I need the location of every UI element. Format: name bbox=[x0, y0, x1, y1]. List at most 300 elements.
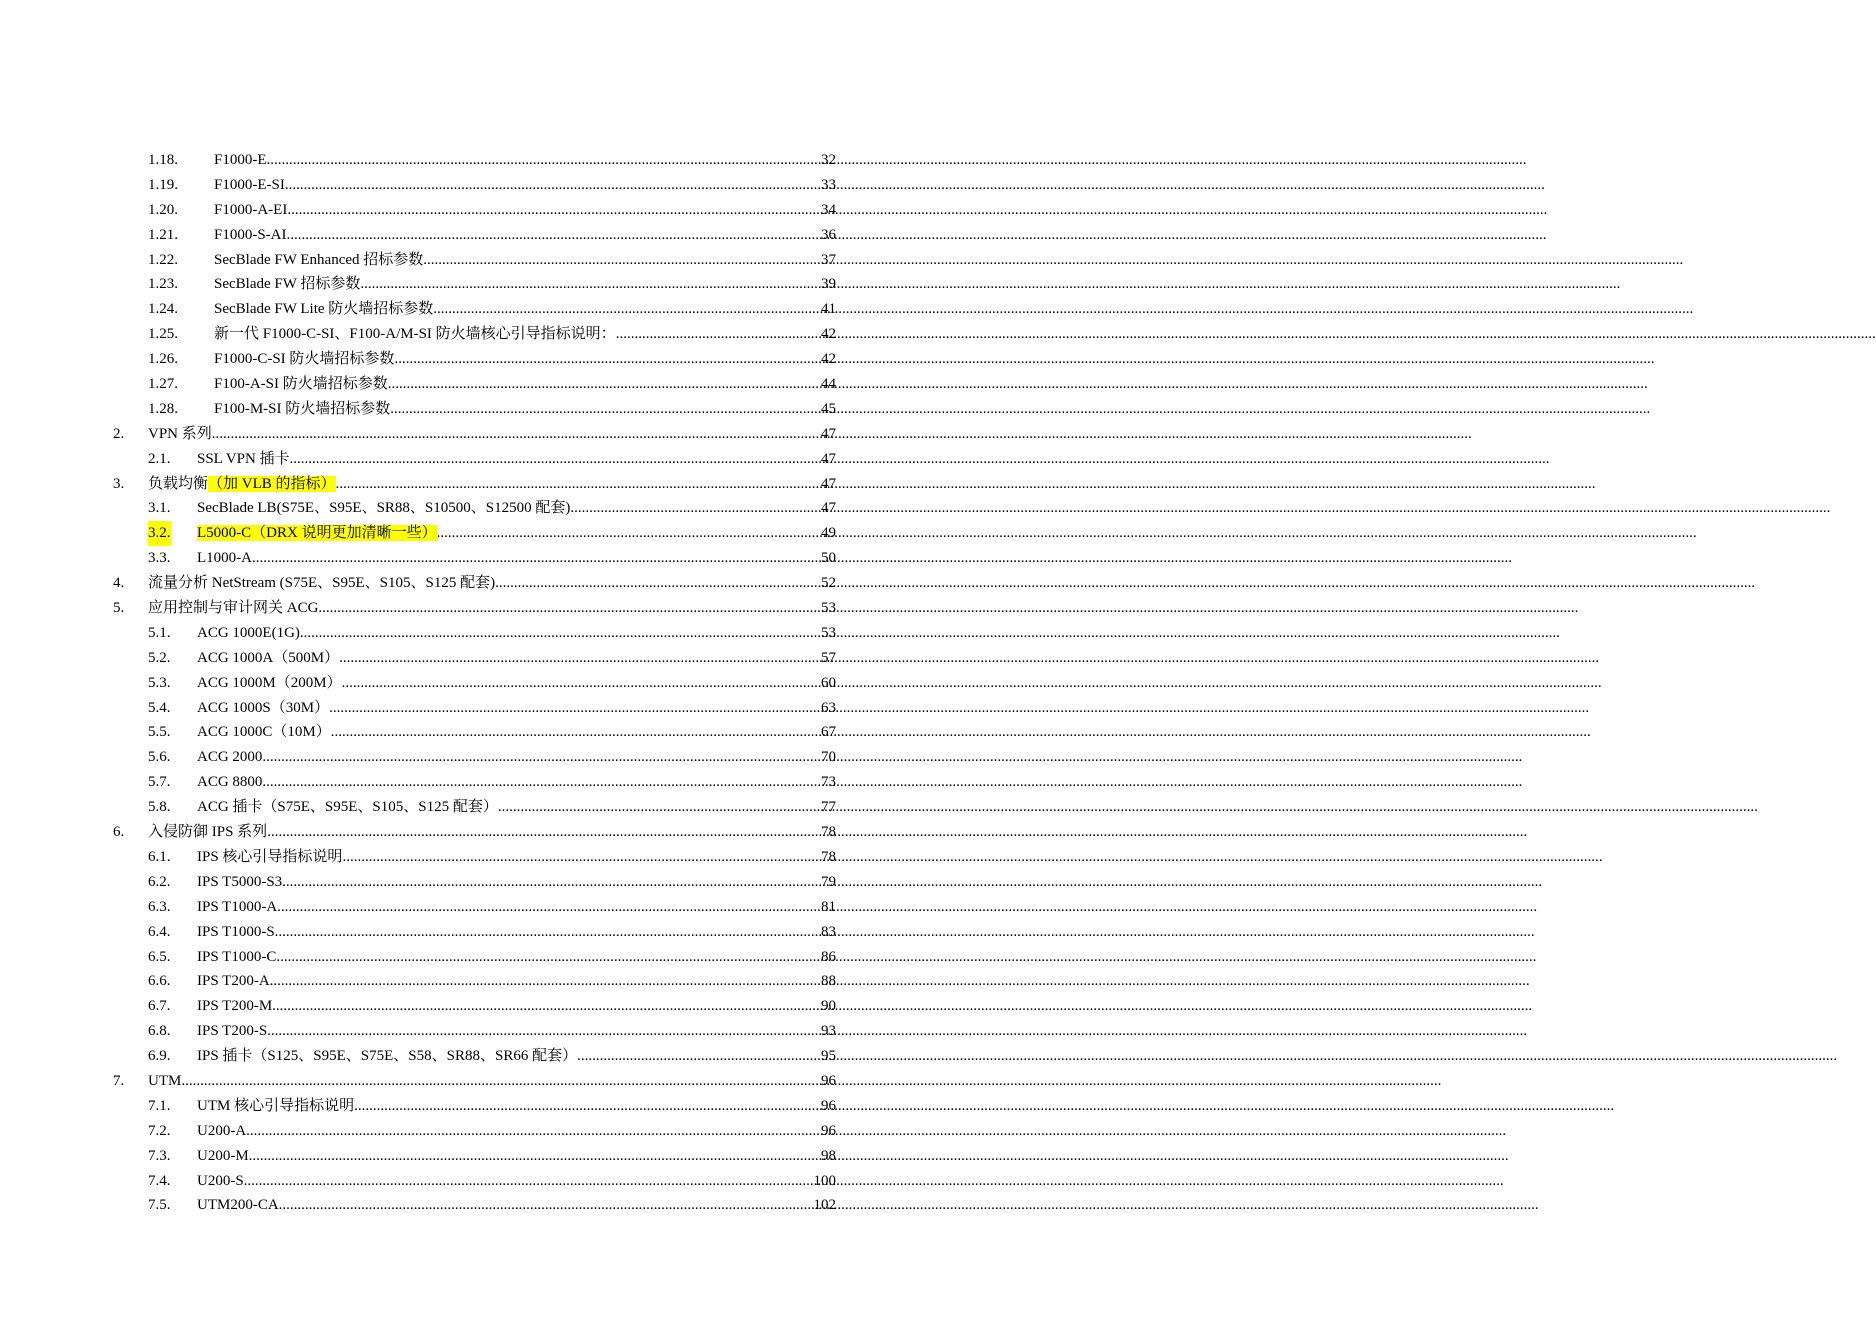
toc-entry-page-number: 79 bbox=[821, 873, 836, 890]
toc-entry[interactable] bbox=[0, 1119, 950, 1144]
toc-entry-title bbox=[214, 173, 285, 198]
dot-leader bbox=[262, 745, 821, 770]
toc-entry-line bbox=[197, 696, 836, 721]
toc-entry-title-text: IPS T1000-C bbox=[197, 948, 277, 965]
toc-entry-number: 7.2. bbox=[148, 1122, 171, 1139]
dot-leader bbox=[498, 795, 821, 820]
toc-entry-title bbox=[197, 1119, 246, 1144]
toc-entry-title-text: ACG 1000A（500M） bbox=[197, 649, 340, 666]
toc-entry-number: 6.8. bbox=[148, 1023, 171, 1040]
toc-entry-number: 1.25. bbox=[148, 326, 178, 343]
toc-entry[interactable] bbox=[0, 1069, 950, 1094]
toc-entry-title bbox=[214, 223, 287, 248]
toc-entry-title-text: F100-M-SI 防火墙招标参数 bbox=[214, 400, 391, 417]
toc-entry-page-number: 98 bbox=[821, 1147, 836, 1164]
toc-entry-line bbox=[197, 496, 836, 521]
toc-entry-page-number: 83 bbox=[821, 923, 836, 940]
toc-entry-title-text: IPS T5000-S3 bbox=[197, 873, 283, 890]
toc-entry-title bbox=[148, 422, 212, 447]
toc-entry[interactable] bbox=[0, 770, 950, 795]
toc-entry-title bbox=[197, 1144, 249, 1169]
toc-entry[interactable] bbox=[0, 198, 950, 223]
toc-entry-line bbox=[197, 1094, 836, 1119]
toc-entry-title-text: 入侵防御 IPS 系列 bbox=[148, 824, 268, 841]
toc-entry-title-text: U200-M bbox=[197, 1147, 249, 1164]
toc-entry-page-number: 60 bbox=[821, 674, 836, 691]
toc-entry-line bbox=[214, 347, 836, 372]
toc-entry-title-text: L5000-C（DRX 说明更加清晰一些） bbox=[197, 525, 437, 542]
toc-entry-page-number: 39 bbox=[821, 276, 836, 293]
toc-entry-line bbox=[148, 596, 836, 621]
toc-entry-title-text: UTM 核心引导指标说明 bbox=[197, 1097, 355, 1114]
toc-entry[interactable] bbox=[0, 1019, 950, 1044]
toc-entry-number: 1.18. bbox=[148, 152, 178, 168]
toc-entry-number: 5.8. bbox=[148, 799, 171, 816]
toc-entry-number: 5.1. bbox=[148, 624, 171, 641]
dot-leader bbox=[336, 472, 821, 497]
toc-entry-line bbox=[197, 671, 836, 696]
toc-entry-title-text: IPS T1000-S bbox=[197, 923, 275, 940]
toc-entry-title-text: ACG 8800 bbox=[197, 774, 263, 791]
toc-entry-title-text: SecBlade FW Lite 防火墙招标参数 bbox=[214, 301, 434, 318]
toc-entry[interactable] bbox=[0, 322, 950, 347]
toc-entry-title-text: F100-A-SI 防火墙招标参数 bbox=[214, 376, 388, 393]
toc-entry[interactable] bbox=[0, 870, 950, 895]
toc-entry-page-number: 33 bbox=[821, 176, 836, 193]
toc-entry-number: 6.3. bbox=[148, 898, 171, 915]
toc-entry-line bbox=[148, 472, 836, 497]
toc-entry-title-text: F1000-S-AI bbox=[214, 226, 287, 243]
dot-leader bbox=[354, 1094, 821, 1119]
dot-leader bbox=[287, 198, 821, 223]
toc-entry[interactable] bbox=[0, 895, 950, 920]
toc-entry[interactable] bbox=[0, 1144, 950, 1169]
toc-entry-page-number: 96 bbox=[821, 1122, 836, 1139]
toc-entry-page-number: 90 bbox=[821, 998, 836, 1015]
toc-entry-line bbox=[214, 297, 836, 322]
toc-entry[interactable] bbox=[0, 1169, 950, 1194]
toc-entry-title bbox=[197, 1044, 577, 1069]
toc-entry[interactable] bbox=[0, 472, 950, 497]
toc-entry-page-number: 70 bbox=[821, 749, 836, 766]
toc-entry[interactable] bbox=[0, 1094, 950, 1119]
toc-entry-title-text: U200-A bbox=[197, 1122, 247, 1139]
toc-entry-line bbox=[197, 770, 836, 795]
toc-entry[interactable] bbox=[0, 248, 950, 273]
toc-entry-line bbox=[197, 546, 836, 571]
toc-entry[interactable] bbox=[0, 671, 950, 696]
toc-entry[interactable] bbox=[0, 223, 950, 248]
toc-entry-line bbox=[214, 248, 836, 273]
toc-entry-line bbox=[197, 920, 836, 945]
toc-entry[interactable] bbox=[0, 1193, 950, 1218]
toc-entry-number: 6.9. bbox=[148, 1048, 171, 1065]
dot-leader bbox=[394, 347, 821, 372]
toc-entry-number: 2.1. bbox=[148, 450, 171, 467]
toc-entry-title-text: UTM bbox=[148, 1072, 182, 1089]
toc-entry-line bbox=[197, 621, 836, 646]
toc-entry[interactable] bbox=[0, 397, 950, 422]
dot-leader bbox=[360, 272, 821, 297]
toc-entry-number: 1.26. bbox=[148, 351, 178, 368]
dot-leader bbox=[287, 223, 821, 248]
toc-entry-number: 5.7. bbox=[148, 774, 171, 791]
toc-entry-number: 7. bbox=[113, 1072, 125, 1089]
toc-entry-title-text: ACG 2000 bbox=[197, 749, 263, 766]
toc-entry-number: 5.5. bbox=[148, 724, 171, 741]
toc-entry-title bbox=[214, 397, 390, 422]
toc-entry-title bbox=[197, 496, 570, 521]
toc-entry-title-text: F1000-E-SI bbox=[214, 176, 285, 193]
toc-entry-page-number: 73 bbox=[821, 774, 836, 791]
toc-entry-page-number: 96 bbox=[821, 1097, 836, 1114]
toc-entry-number: 6.1. bbox=[148, 848, 171, 865]
toc-entry-title-text: SecBlade FW Enhanced 招标参数 bbox=[214, 251, 424, 268]
toc-entry-title-text: IPS T200-S bbox=[197, 1023, 268, 1040]
toc-entry-number: 6.2. bbox=[148, 873, 171, 890]
toc-entry[interactable] bbox=[0, 969, 950, 994]
dot-leader bbox=[212, 422, 821, 447]
toc-entry-page-number: 102 bbox=[813, 1197, 836, 1214]
toc-entry-title bbox=[197, 945, 276, 970]
toc-entry-title-text: 流量分析 NetStream (S75E、S95E、S105、S125 配套) bbox=[148, 575, 496, 592]
toc-entry-line bbox=[214, 223, 836, 248]
toc-entry-title-text: VPN 系列 bbox=[148, 425, 212, 442]
toc-entry-number: 5.3. bbox=[148, 674, 171, 691]
toc-entry-number: 3.1. bbox=[148, 500, 171, 517]
toc-entry-title bbox=[197, 646, 339, 671]
toc-entry-page-number: 50 bbox=[821, 550, 836, 567]
toc-entry[interactable] bbox=[0, 347, 950, 372]
toc-entry-page-number: 78 bbox=[821, 848, 836, 865]
toc-entry-page-number: 96 bbox=[821, 1072, 836, 1089]
toc-entry-number: 6.4. bbox=[148, 923, 171, 940]
toc-entry-page-number: 100 bbox=[813, 1172, 836, 1189]
table-of-contents bbox=[0, 148, 950, 1218]
dot-leader bbox=[275, 920, 821, 945]
toc-entry-line bbox=[197, 895, 836, 920]
toc-entry-number: 6.7. bbox=[148, 998, 171, 1015]
toc-entry-title bbox=[197, 920, 275, 945]
dot-leader bbox=[616, 322, 821, 347]
toc-entry-title-text: F1000-E bbox=[214, 152, 267, 168]
toc-entry-title bbox=[197, 1094, 354, 1119]
toc-entry-line bbox=[197, 646, 836, 671]
toc-entry-number: 2. bbox=[113, 425, 125, 442]
toc-entry-title-text: 应用控制与审计网关 ACG bbox=[148, 600, 319, 617]
toc-entry[interactable] bbox=[0, 845, 950, 870]
toc-entry-number: 6.5. bbox=[148, 948, 171, 965]
toc-entry-page-number: 78 bbox=[821, 824, 836, 841]
toc-entry-line bbox=[214, 148, 836, 173]
toc-entry-line bbox=[214, 397, 836, 422]
toc-entry-title bbox=[214, 272, 360, 297]
toc-entry-title bbox=[214, 372, 388, 397]
dot-leader bbox=[318, 596, 821, 621]
toc-entry-title-text: IPS T200-A bbox=[197, 973, 270, 990]
toc-entry-title bbox=[214, 347, 394, 372]
toc-entry-page-number: 86 bbox=[821, 948, 836, 965]
toc-entry-title-text: IPS T1000-A bbox=[197, 898, 278, 915]
toc-entry-line bbox=[214, 372, 836, 397]
toc-entry-page-number: 47 bbox=[821, 475, 836, 492]
toc-entry-title-text: UTM200-CA bbox=[197, 1197, 279, 1214]
toc-entry-line bbox=[197, 745, 836, 770]
toc-entry-number: 5.2. bbox=[148, 649, 171, 666]
toc-entry-number: 3. bbox=[113, 475, 125, 492]
toc-entry-title-text: ACG 1000E(1G) bbox=[197, 624, 300, 641]
toc-entry-line bbox=[197, 1119, 836, 1144]
toc-entry-title-text: 负载均衡 bbox=[148, 475, 209, 492]
toc-entry-title-text: ACG 1000S（30M） bbox=[197, 699, 330, 716]
toc-entry-page-number: 57 bbox=[821, 649, 836, 666]
toc-entry-number: 1.20. bbox=[148, 201, 178, 218]
toc-entry-title-text: IPS 插卡（S125、S95E、S75E、S58、SR88、SR66 配套） bbox=[197, 1048, 578, 1065]
toc-entry-line bbox=[148, 820, 836, 845]
toc-entry-title-text: F1000-C-SI 防火墙招标参数 bbox=[214, 351, 395, 368]
dot-leader bbox=[339, 646, 821, 671]
toc-entry-number: 1.27. bbox=[148, 376, 178, 393]
dot-leader bbox=[249, 1144, 821, 1169]
toc-entry[interactable] bbox=[0, 447, 950, 472]
dot-leader bbox=[495, 571, 821, 596]
toc-entry[interactable] bbox=[0, 571, 950, 596]
toc-entry[interactable] bbox=[0, 546, 950, 571]
toc-entry-number: 1.22. bbox=[148, 251, 178, 268]
toc-entry-title bbox=[148, 571, 495, 596]
toc-entry-number: 3.2. bbox=[148, 521, 171, 546]
toc-entry-title-text: IPS 核心引导指标说明 bbox=[197, 848, 343, 865]
toc-entry[interactable] bbox=[0, 646, 950, 671]
toc-entry[interactable] bbox=[0, 920, 950, 945]
toc-entry-line bbox=[197, 447, 836, 472]
dot-leader bbox=[300, 621, 821, 646]
toc-entry-title-text: ACG 插卡（S75E、S95E、S105、S125 配套） bbox=[197, 799, 498, 816]
dot-leader bbox=[270, 969, 821, 994]
toc-entry-line bbox=[197, 994, 836, 1019]
toc-entry-page-number: 93 bbox=[821, 1023, 836, 1040]
dot-leader bbox=[276, 945, 821, 970]
toc-entry[interactable] bbox=[0, 297, 950, 322]
toc-entry-page-number: 44 bbox=[821, 376, 836, 393]
toc-entry-line bbox=[214, 322, 836, 347]
toc-entry[interactable] bbox=[0, 422, 950, 447]
toc-entry[interactable] bbox=[0, 521, 950, 546]
toc-entry-title bbox=[197, 720, 331, 745]
toc-entry-number: 1.24. bbox=[148, 301, 178, 318]
dot-leader bbox=[267, 148, 822, 173]
toc-entry-number: 6.6. bbox=[148, 973, 171, 990]
toc-entry-page-number: 53 bbox=[821, 600, 836, 617]
toc-entry[interactable] bbox=[0, 820, 950, 845]
toc-entry[interactable] bbox=[0, 745, 950, 770]
toc-entry-number: 1.21. bbox=[148, 226, 178, 243]
toc-entry-number: 7.4. bbox=[148, 1172, 171, 1189]
toc-entry-title bbox=[197, 447, 290, 472]
dot-leader bbox=[282, 870, 821, 895]
toc-entry[interactable] bbox=[0, 272, 950, 297]
dot-leader bbox=[272, 994, 821, 1019]
toc-entry-title bbox=[214, 148, 267, 173]
toc-entry[interactable] bbox=[0, 994, 950, 1019]
toc-entry-page-number: 42 bbox=[821, 326, 836, 343]
toc-entry[interactable] bbox=[0, 696, 950, 721]
toc-entry-line bbox=[197, 1169, 836, 1194]
toc-entry-page-number: 45 bbox=[821, 400, 836, 417]
dot-leader bbox=[290, 447, 821, 472]
toc-entry[interactable] bbox=[0, 596, 950, 621]
toc-entry-page-number: 47 bbox=[821, 450, 836, 467]
toc-entry-page-number: 41 bbox=[821, 301, 836, 318]
toc-entry-title bbox=[197, 870, 282, 895]
toc-entry-title bbox=[148, 1069, 181, 1094]
dot-leader bbox=[267, 820, 821, 845]
toc-entry-number: 7.1. bbox=[148, 1097, 171, 1114]
dot-leader bbox=[342, 671, 821, 696]
dot-leader bbox=[246, 1119, 821, 1144]
toc-entry-title bbox=[197, 621, 300, 646]
toc-entry-page-number: 47 bbox=[821, 425, 836, 442]
toc-entry-page-number: 77 bbox=[821, 799, 836, 816]
toc-entry-title bbox=[197, 696, 329, 721]
toc-entry-title bbox=[148, 472, 336, 497]
dot-leader bbox=[331, 720, 821, 745]
toc-entry-page-number: 88 bbox=[821, 973, 836, 990]
toc-entry-title bbox=[148, 820, 267, 845]
dot-leader bbox=[423, 248, 821, 273]
toc-entry[interactable] bbox=[0, 945, 950, 970]
toc-entry-number: 7.3. bbox=[148, 1147, 171, 1164]
toc-entry-line bbox=[197, 1193, 836, 1218]
dot-leader bbox=[437, 521, 821, 546]
dot-leader bbox=[390, 397, 821, 422]
dot-leader bbox=[279, 1193, 814, 1218]
toc-entry-title bbox=[197, 845, 342, 870]
dot-leader bbox=[285, 173, 821, 198]
toc-entry[interactable] bbox=[0, 372, 950, 397]
toc-entry-title bbox=[197, 895, 277, 920]
toc-entry-line bbox=[148, 422, 836, 447]
toc-entry-line bbox=[197, 1019, 836, 1044]
toc-entry-page-number: 95 bbox=[821, 1048, 836, 1065]
toc-entry-page-number: 67 bbox=[821, 724, 836, 741]
toc-entry-title bbox=[214, 248, 423, 273]
toc-entry[interactable] bbox=[0, 1044, 950, 1069]
toc-entry-title bbox=[197, 546, 252, 571]
toc-entry[interactable] bbox=[0, 173, 950, 198]
toc-entry-title bbox=[197, 770, 262, 795]
toc-entry-title bbox=[214, 198, 287, 223]
dot-leader bbox=[267, 1019, 821, 1044]
toc-entry-number: 3.3. bbox=[148, 550, 171, 567]
toc-entry-line bbox=[197, 969, 836, 994]
toc-entry-title-text: ACG 1000M（200M） bbox=[197, 674, 342, 691]
toc-entry-title-text: IPS T200-M bbox=[197, 998, 273, 1015]
toc-entry-title bbox=[197, 1169, 244, 1194]
toc-entry-title-text: F1000-A-EI bbox=[214, 201, 288, 218]
toc-entry-page-number: 36 bbox=[821, 226, 836, 243]
toc-entry-title-text: ACG 1000C（10M） bbox=[197, 724, 331, 741]
toc-entry-line bbox=[148, 571, 836, 596]
dot-leader bbox=[433, 297, 821, 322]
toc-entry-page-number: 34 bbox=[821, 201, 836, 218]
toc-entry-page-number: 49 bbox=[821, 525, 836, 542]
toc-entry-title bbox=[214, 297, 433, 322]
toc-entry-number: 1.28. bbox=[148, 400, 178, 417]
toc-entry-line bbox=[197, 795, 836, 820]
toc-entry[interactable] bbox=[0, 795, 950, 820]
toc-entry-title bbox=[214, 322, 616, 347]
toc-entry-line bbox=[197, 1144, 836, 1169]
toc-entry[interactable] bbox=[0, 496, 950, 521]
toc-entry-title bbox=[197, 745, 262, 770]
toc-entry-page-number: 53 bbox=[821, 624, 836, 641]
toc-entry-page-number: 42 bbox=[821, 351, 836, 368]
toc-entry-title bbox=[148, 596, 318, 621]
toc-entry-line bbox=[197, 945, 836, 970]
toc-entry-title bbox=[197, 1193, 279, 1218]
dot-leader bbox=[277, 895, 821, 920]
toc-entry-title-text: U200-S bbox=[197, 1172, 244, 1189]
toc-entry-number: 1.19. bbox=[148, 176, 178, 193]
dot-leader bbox=[262, 770, 821, 795]
dot-leader bbox=[570, 496, 821, 521]
toc-entry-line bbox=[148, 1069, 836, 1094]
toc-entry-number: 4. bbox=[113, 575, 125, 592]
toc-entry-title bbox=[197, 671, 342, 696]
toc-entry-number: 7.5. bbox=[148, 1197, 171, 1214]
toc-entry-line bbox=[214, 272, 836, 297]
toc-entry-page-number: 32 bbox=[821, 152, 836, 168]
toc-entry[interactable] bbox=[0, 720, 950, 745]
toc-entry-page-number: 47 bbox=[821, 500, 836, 517]
dot-leader bbox=[342, 845, 821, 870]
dot-leader bbox=[388, 372, 821, 397]
toc-entry-title bbox=[197, 1019, 267, 1044]
dot-leader bbox=[244, 1169, 814, 1194]
toc-entry-page-number: 81 bbox=[821, 898, 836, 915]
toc-entry[interactable] bbox=[0, 621, 950, 646]
toc-entry-page-number: 37 bbox=[821, 251, 836, 268]
toc-entry-line bbox=[197, 870, 836, 895]
toc-entry-line bbox=[197, 521, 836, 546]
dot-leader bbox=[329, 696, 821, 721]
toc-entry-title-text: SSL VPN 插卡 bbox=[197, 450, 290, 467]
toc-entry-number: 6. bbox=[113, 824, 125, 841]
toc-entry-title-text: SecBlade FW 招标参数 bbox=[214, 276, 361, 293]
toc-entry-number: 5.4. bbox=[148, 699, 171, 716]
toc-entry-line bbox=[214, 173, 836, 198]
toc-entry-line bbox=[214, 198, 836, 223]
toc-entry-title-text: SecBlade LB(S75E、S95E、SR88、S10500、S12500 配套) bbox=[197, 500, 571, 517]
toc-entry-line bbox=[197, 845, 836, 870]
toc-entry-title bbox=[197, 795, 498, 820]
dot-leader bbox=[181, 1069, 821, 1094]
toc-entry-number: 5.6. bbox=[148, 749, 171, 766]
dot-leader bbox=[252, 546, 821, 571]
toc-entry-number: 5. bbox=[113, 600, 125, 617]
toc-entry-line bbox=[197, 1044, 836, 1069]
toc-entry-page-number: 63 bbox=[821, 699, 836, 716]
toc-entry-line bbox=[197, 720, 836, 745]
toc-entry-page-number: 52 bbox=[821, 575, 836, 592]
toc-entry-number: 1.23. bbox=[148, 276, 178, 293]
toc-entry-title-text: 新一代 F1000-C-SI、F100-A/M-SI 防火墙核心引导指标说明： bbox=[214, 326, 616, 343]
dot-leader bbox=[577, 1044, 821, 1069]
toc-entry-title bbox=[197, 969, 270, 994]
toc-entry-title bbox=[197, 521, 437, 546]
toc-entry[interactable] bbox=[0, 148, 950, 173]
